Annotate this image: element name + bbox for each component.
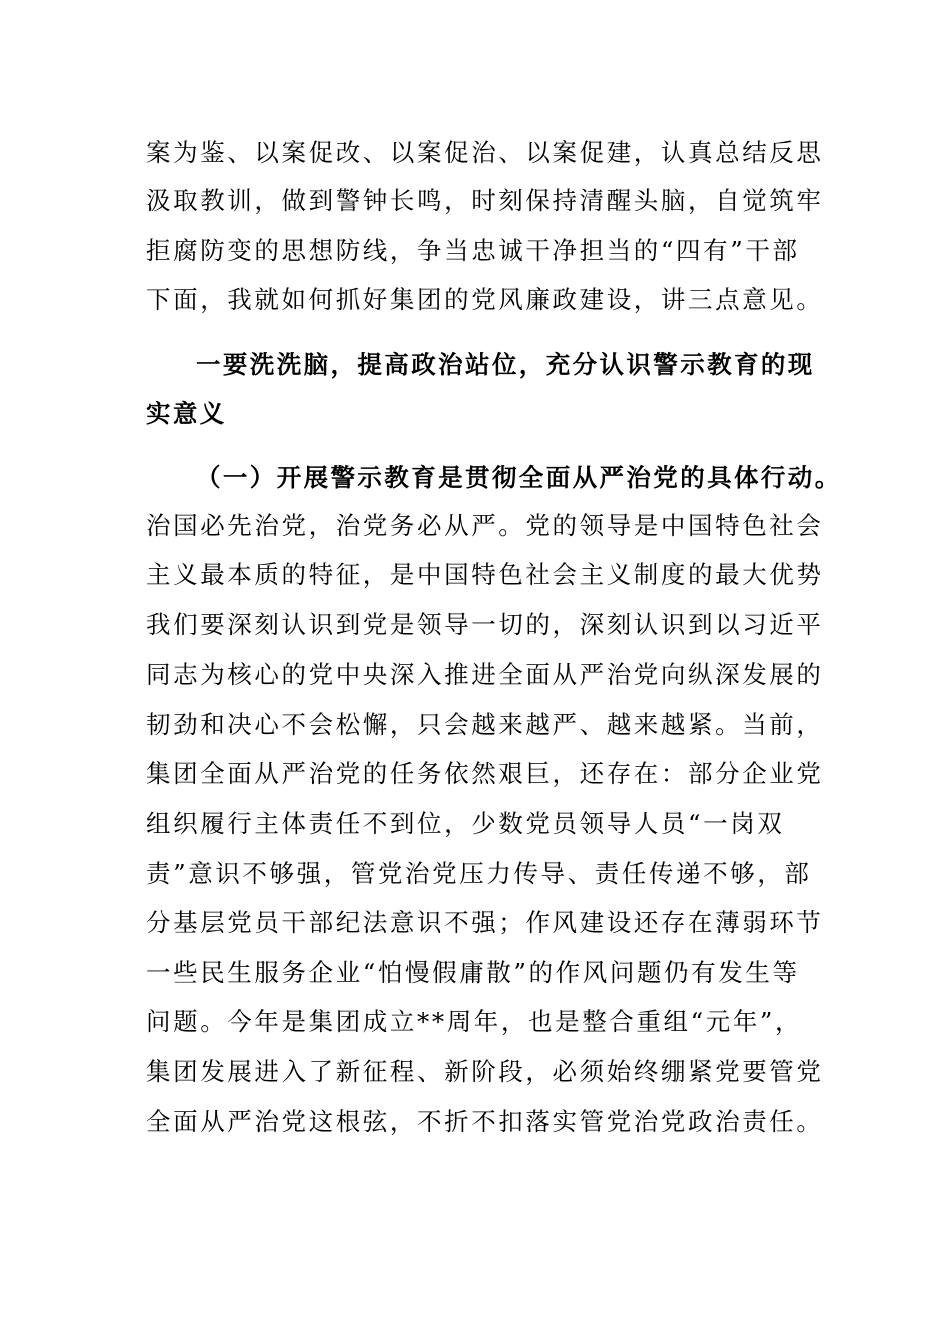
body-text-line: 集团全面从严治党的任务依然艰巨，还存在：部分企业党	[146, 759, 824, 788]
section-heading: 一要洗洗脑，提高政治站位，充分认识警示教育的现	[196, 350, 815, 379]
body-text-line: 汲取教训，做到警钟长鸣，时刻保持清醒头脑，自觉筑牢	[146, 186, 824, 215]
body-text-line: 案为鉴、以案促改、以案促治、以案促建，认真总结反思	[146, 138, 824, 167]
body-text-line: 主义最本质的特征，是中国特色社会主义制度的最大优势	[146, 560, 824, 589]
body-text-line: 我们要深刻认识到党是领导一切的，深刻认识到以习近平	[146, 610, 824, 639]
body-text-line: 组织履行主体责任不到位，少数党员领导人员“一岗双	[146, 809, 785, 838]
body-text-line: 分基层党员干部纪法意识不强；作风建设还存在薄弱环节	[146, 908, 824, 937]
body-text-line: 问题。今年是集团成立**周年，也是整合重组“元年”，	[146, 1007, 803, 1036]
body-text-line: 拒腐防变的思想防线，争当忠诚干净担当的“四有”干部	[146, 236, 800, 265]
body-text-line: 集团发展进入了新征程、新阶段，必须始终绷紧党要管党	[146, 1057, 824, 1086]
body-text-line: 治国必先治党，治党务必从严。党的领导是中国特色社会	[146, 511, 824, 540]
body-text-line: 下面，我就如何抓好集团的党风廉政建设，讲三点意见。	[146, 285, 824, 314]
body-text-line: 一些民生服务企业“怕慢假庸散”的作风问题仍有发生等	[146, 958, 800, 987]
body-text-line: 同志为核心的党中央深入推进全面从严治党向纵深发展的	[146, 660, 824, 689]
body-text-line: 责”意识不够强，管党治党压力传导、责任传递不够，部	[146, 859, 812, 888]
subsection-heading: （一）开展警示教育是贯彻全面从严治党的具体行动。	[196, 463, 842, 492]
section-heading-continuation: 实意义	[146, 399, 227, 428]
body-text-line: 全面从严治党这根弦，不折不扣落实管党治党政治责任。	[146, 1107, 824, 1136]
body-text-line: 韧劲和决心不会松懈，只会越来越严、越来越紧。当前，	[146, 710, 824, 739]
